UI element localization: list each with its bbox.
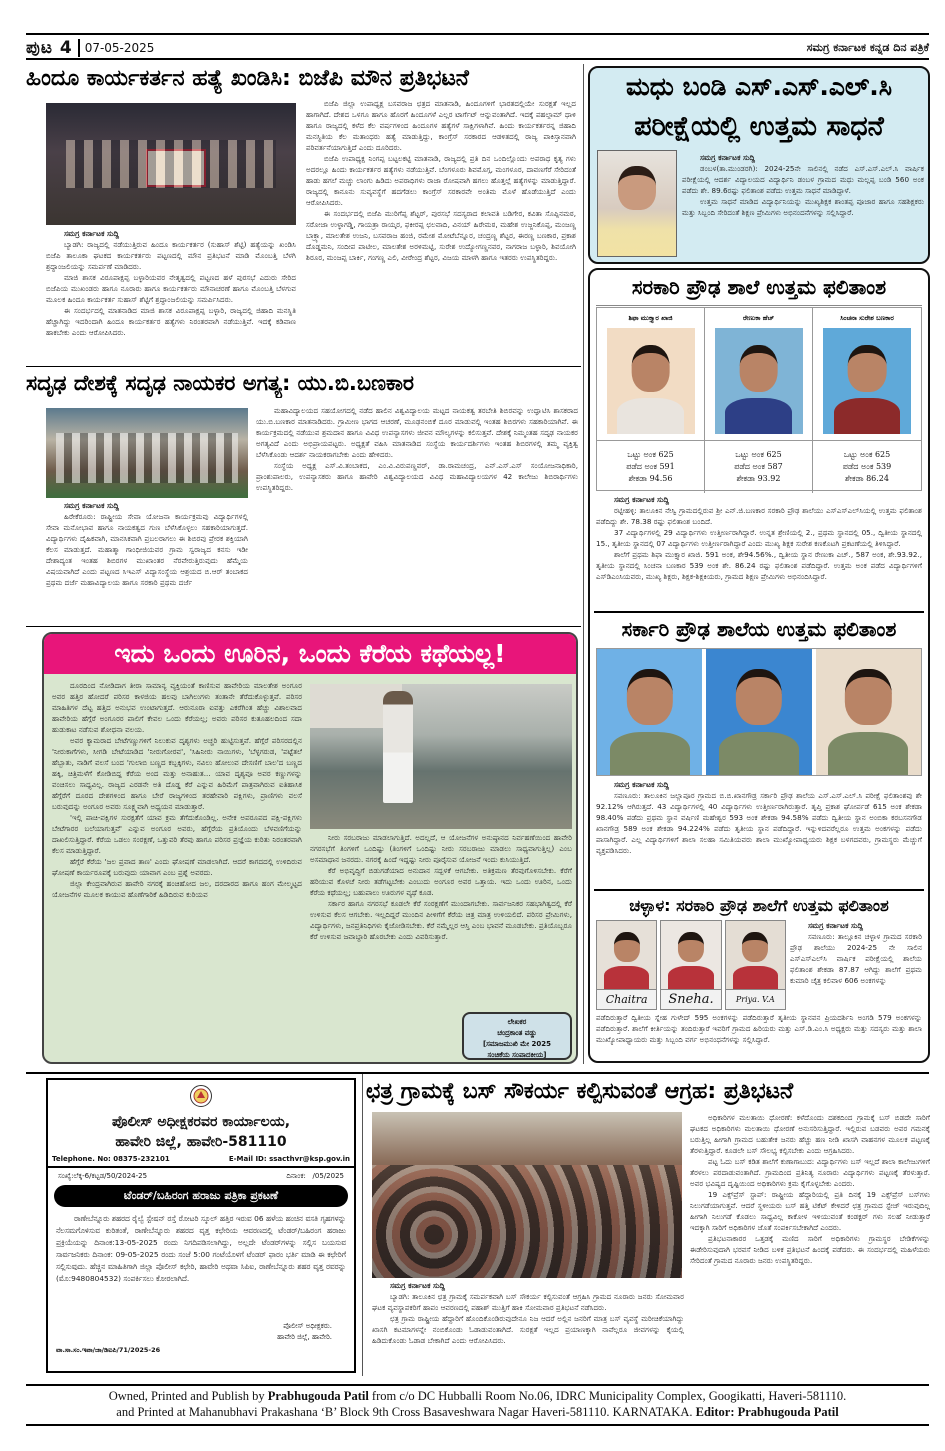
story3-para: ದೂರದಿಂದ ನೋಡಿದಾಗ ತೀರಾ ಸಾಮಾನ್ಯ ವ್ಯಕ್ತಿಯಂತೆ ಕಾಣಿಸುವ ಹಾವೇರಿಯ ಮಾಲತೇಶ ಅಂಗೂರ ಅವರ ಹತ್ತಿರ ಹೋದರೆ ಪರಿಸರ ಕಾಳಜಿಯ ಹಲವು ಬಾಗಿಲುಗಳು ತಂತಾನೇ ತೆರೆದುಕೊಳ್ಳುತ್ತವೆ. ಪರಿಸರ ಮಾಹಿತಿಗಳ ದೆಟ್ಟ ಹತ್ತಿದ ಅನುಭವ ಉಂಟಾಗುತ್ತದೆ. ಆರುನೂರಾ ಐವತ್ತು ಎಕರೆಗಿಂತ ಹೆಚ್ಚು ವಿಶಾಲವಾದ ಹಾವೇರಿಯ ಹೆಗ್ಗೆರೆ ಅಂಗೂರರ ಪಾಲಿಗೆ ಕೇವಲ ಒಂದು ಕೆರೆಯಲ್ಲ; ಅವರು ಪರಿಸರ ಕುತೂಹಲದಿಂದ ಸದಾ ಹುಡುಕಾಟ ನಡೆಸುವ ಶೋಧನಾ ವಲಯ. [52,681,302,734]
total-marks: ಒಟ್ಟು ಅಂಕ 625 [843,450,891,459]
masthead-bottom-rule [26,58,929,60]
publisher-name: Prabhugouda Patil [267,1389,369,1403]
signature-line2: ಹಾವೇರಿ ಜಿಲ್ಲೆ, ಹಾವೇರಿ. [277,1333,332,1341]
story3-para: ಹೆಗ್ಗೆರೆ ಕೆರೆಯ 'ಜಲ ಪ್ರವಾದ ತಾಣ' ಎಂದು ಘೋಷಣೆ ಮಾಡಲಾಗಿದೆ. ಆದರೆ ಕಾಗದದಲ್ಲಿ ಉಳಿದಿರುವ ಘೋಷಣೆ ಕಾರ್ಯರೂಪಕ್ಕೆ ಬರುವುದು ಯಾವಾಗ ಎಂಬ ಪ್ರಶ್ನೆ ಅವರದು. [52,857,302,877]
student-signature: Chaitra [597,989,656,1009]
right3-byline: ಸಮಗ್ರ ಕರ್ನಾಟಕ ಸುದ್ದಿ [614,780,669,789]
section-rule [594,611,924,613]
right1-headline-line2: ಪರೀಕ್ಷೆಯಲ್ಲಿ ಉತ್ತಮ ಸಾಧನೆ [634,111,884,142]
author-source-line1: [ಸಮಾಜಮುಖಿ ಮೇ 2025 [482,1040,552,1048]
story1-photo [46,103,296,225]
right1-body [682,152,924,260]
story1-para: ಬಿಜೆಪಿ ಜಿಲ್ಲಾ ಉಪಾಧ್ಯಕ್ಷ ಬಸವರಾಜ ಛತ್ರದ ಮಾತನಾಡಿ, ಹಿಂದೂಗಳಿಗೆ ಭಾರತದಲ್ಲಿಯೇ ಸುರಕ್ಷತೆ ಇಲ್ಲದ ಹಾಗಾಗಿದೆ. ದೇಶದ ಒಳಗೂ ಹಾಗೂ ಹೊರಗೆ ಹಿಂದೂಗಳೆ ಎಲ್ಲರ ಟಾರ್ಗೆಟ್ ಆನ್ನುವಂತಾಗಿದೆ. ಇದಕ್ಕೆ ಪಹಲ್ಗಾಮ್ ಧಾಳಿ ಹಾಗೂ ರಾಜ್ಯದಲ್ಲಿ ಕಳೆದ ಕೆಲ ವರ್ಷಗಳಿಂದ ಹಿಂದೂಗಳ ಹತ್ಯೆಗಳೆ ಸಾಕ್ಷಿಗಳಾಗಿವೆ. ಹಿಂದು ಕಾರ್ಯಕರ್ತರನ್ನ ಜಿಹಾದಿ ಮನಸ್ಥಿತಿಯ ಕೆಲ ಮತಾಂಧರು ಹತ್ಯೆ ಮಾಡುತ್ತಿದ್ದು, ಕಾಂಗ್ರೆಸ್ ಸರಕಾರದ ಆಡಳಿತದಲ್ಲಿ ರಾಜ್ಯ ಪಾಕಿಸ್ತಾನವಾಗಿ ಪರಿವರ್ತನೆಯಾಗುತ್ತಿದೆ ಎಂದು ದೂರಿದರು. [306,99,576,152]
right4-para: ಪಡೆದಿರುತ್ತಾರೆ ದ್ವಿತೀಯ ಸ್ನೇಹ ಗುಳೇದ್ 595 ಅಂಕಗಳನ್ನು ಪಡೆದಿರುತ್ತಾರೆ ತೃತೀಯ ಸ್ಥಾನವನ ಪ್ರಿಯದರ್ಶಿನಿ ಅಂಗಡಿ 579 ಅಂಕಗಳನ್ನು ಪಡೆದಿರುತ್ತಾರೆ. ಶಾಲೆಗೆ ಕೀರ್ತಿಯನ್ನು ತಂದಿರುತ್ತಾರೆ ಇವರಿಗೆ ಗ್ರಾಮದ ಹಿರಿಯರು ಮತ್ತು ಎಸ್.ಡಿ.ಎಂ.ಸಿ ಅಧ್ಯಕ್ಷರು ಮತ್ತು ಸದಸ್ಯರು ಮತ್ತು ಶಾಲಾ ಮುಖ್ಯೋಪಾಧ್ಯಾಯರು ಮತ್ತು ಸಿಬ್ಬಂದಿ ವರ್ಗ ಅಭಿನಂಧನೆಗಳನ್ನು ಸಲ್ಲಿಸಿದ್ದಾರೆ. [596,1013,922,1044]
story3-para: ಅವರ ಕ್ಯಾಮರಾದ ಬೇಟೆಗಣ್ಣುಗಳಿಗೆ ನಿಲುಕುವ ದೃಶ್ಯಗಳು ಅಚ್ಚರಿ ಹುಟ್ಟಿಸುತ್ತವೆ. ಹೆಗ್ಗೆರೆ ಪರಿಸರದಲ್ಲಿನ 'ನೀರುಕಾಗೆಗಳು, ಸೀಗಡಿ ಬೇಟೆಯಾಡಿದ 'ನೀರುಗೋರವ', 'ಸಿಹಿನೀರು ನಾಯಿಗಳು, 'ಬೆಳ್ಳಗರುಡ, 'ಪಟ್ಟೆತಲೆ ಹೆಬ್ಬಾತು, ನಾಡಿಗೆ ವಲಸೆ ಬಂದ 'ಗುಲಾಬಿ ಬಣ್ಣದ ಕಬ್ಬಕ್ಕಿಗಳು, ನವಿಲು ಹೋಲುವ ದೇಸಣಿಗೆ ಬಾಲ'ದ ಬಣ್ಣದ ಹಕ್ಕಿ, ಚಿತ್ರಿಮಳೆಗೆ ಕೋಡಿಬಿದ್ದ ಕೆರೆಯ ಅಂದ ಮತ್ತು ಅನಾಹುತ... ಯಾವ ದೃಶ್ಯವೂ ಅವರ ಕಣ್ಣುಗಳನ್ನು ವಂಚಿಸಲು ಸಾಧ್ಯವಿಲ್ಲ. ರಾಜ್ಯದ ಎರಡನೇ ಅತಿ ದೊಡ್ಡ ಕೆರೆ ಎನ್ನುವ ಹಿರಿಮೆಗೆ ಪಾತ್ರವಾಗಿರುವ ಐತಿಹಾಸಿಕ ಹೆಗ್ಗೆರೆಗೆ ದೂರದ ದೇಶಗಳಿಂದ ಹಾಗೂ ಬೇರೆ ರಾಜ್ಯಗಳಿಂದ ತರಹೇವಾರಿ ಪಕ್ಷಿಗಳು, ಪ್ರಾಣಿಗಳು ವಲಸೆ ಬರುವುದನ್ನು ಅಂಗೂರ ಅವರು ಸೂಕ್ಷ್ಮವಾಗಿ ಅಧ್ಯಯನ ಮಾಡುತ್ತಾರೆ. [52,736,302,811]
right2-para: ರಟ್ಟೀಹಳ್ಳಿ: ತಾಲೂಕಿನ ನೇಸ್ವಿ ಗ್ರಾಮದಲ್ಲಿರುವ ಶ್ರೀ ಎನ್.ಜಿ.ಬಣಕಾರ ಸರಕಾರಿ ಪ್ರೌಢ ಶಾಲೆಯು ಎಸ್‌ಎಸ್‌ಎಲ್‌ಸಿಯಲ್ಲಿ ಉತ್ತಮ ಫಲಿತಾಂಶ ಪಡೆದಿದ್ದು ಶೇ. 78.38 ರಷ್ಟು ಫಲಿತಾಂಶ ಬಂದಿದೆ. [596,506,922,526]
percentage: ಶೇಕಡಾ 94.56 [628,474,673,483]
notice-email: E-Mail ID: ssacthvr@ksp.gov.in [228,1155,350,1163]
imprint-line2 [26,1404,929,1420]
right4-body [596,1012,922,1058]
right3-photos [596,648,922,776]
story1-para: ಬ್ಯಾಡಗಿ: ರಾಜ್ಯದಲ್ಲಿ ನಡೆಯುತ್ತಿರುವ ಹಿಂದೂ ಕಾರ್ಯಕರ್ತರ (ಸುಹಾಸ್ ಶೆಟ್ಟಿ) ಹತ್ಯೆಯನ್ನು ಖಂಡಿಸಿ ಬಿಜೆಪಿ ತಾಲೂಕಾ ಘಟಕದ ಕಾರ್ಯಕರ್ತರು ಪಟ್ಟಣದಲ್ಲಿ ಮೌನ ಪ್ರತಿಭಟನೆ ಮಾಡಿ ಮೊಂಬತ್ತಿ ಬೆಳಗಿ ಶ್ರದ್ಧಾಂಜಲಿಯನ್ನು ಸಮರ್ಪಣೆ ಮಾಡಿದರು. [46,240,296,271]
student-photo [816,649,921,775]
scored-marks: ಪಡೆದ ಅಂಕ 591 [626,462,675,471]
page-number: ಪುಟ 4 [26,38,73,58]
police-tender-notice [46,1078,356,1373]
karnataka-police-emblem-icon [48,1084,354,1112]
column-divider [362,1074,363,1376]
student-photo [607,328,695,434]
right4-headline: ಚಳ್ಳಾಳ: ಸರಕಾರಿ ಪ್ರೌಢ ಶಾಲೆಗೆ ಉತ್ತಮ ಫಲಿತಾಂಶ [629,896,889,915]
story4-para: 19 ಎಕ್ಸ್‌ಪ್ರೆಸ್ ಸ್ಟಾಪ್: ರಾಷ್ಟ್ರೀಯ ಹೆದ್ದಾರಿಯಲ್ಲಿ ಪ್ರತಿ ದಿನಕ್ಕೆ 19 ಎಕ್ಸ್‌ಪ್ರೆಸ್ ಬಸ್‌ಗಳು ನಿಲುಗಡೆಯಾಗುತ್ತವೆ. ಆದರೆ ಸ್ಥಳೀಯರು ಬಸ್ ಹತ್ತಿ ಟಿಕೆಟ್ ಕೇಳಿದರೆ ಛತ್ರ ಗ್ರಾಮದ ಸ್ಟೇಜ್ ಇರುವುದಿಲ್ಲ ಹೀಗಾಗಿ ನಿಲುಗಡೆ ಕೊಡಲು ಸಾಧ್ಯವಿಲ್ಲ ಕಾಕೋಳ ಇಳಿಯುವಂತೆ ಕಂಡಕ್ಟರ್ ಗಳು ಸಲಹೆ ನೀಡುತ್ತಾರೆ ಇದಕ್ಕಾಗಿ ಸಾರಿಗೆ ಅಧಿಕಾರಿಗಳ ಜೊತೆ ಸಂಪರ್ಕಿಸಬೇಕಾಗಿದೆ ಎಂದರು. [690,1190,930,1232]
imprint-line1 [26,1388,929,1404]
story4-photo [372,1112,682,1278]
author-box [462,1012,572,1060]
top-rule [26,33,929,35]
student-signature: Priya. V.A [726,989,785,1009]
story3-photo [310,684,572,829]
student-photo [715,328,803,434]
right2-body [596,494,922,606]
story3-para: ಜಿಲ್ಲಾ ಕೇಂದ್ರವಾಗಿರುವ ಹಾವೇರಿ ನಗರಕ್ಕೆ ಹಂಚಿಹೋದ ಜಲ, ದರದಾರದ ಹಾಗೂ ಹಂಗ ಮೇಲ್ಮಟ್ಟದ ಯೋಜನೆಗಳ ಮೂಲಕ ಕಾಯುವ ಹೊಣೆಗಾರಿಕೆ ಹಿಡಿದಿರುವ ಕುರಿಯವ [52,879,302,899]
story2-col1 [46,500,248,624]
section-rule [26,1072,929,1074]
story2-byline: ಸಮಗ್ರ ಕರ್ನಾಟಕ ಸುದ್ದಿ [64,501,119,510]
right3-para: ಸವಣೂರು: ತಾಲೂಕಿನ ಜಲ್ಲಾಪೂರ ಗ್ರಾಮದ ಬಿ.ಬಿ.ಖಾನಗೌಡ್ರ ಸರ್ಕಾರಿ ಪ್ರೌಢ ಶಾಲೆಯ ಎಸ್.ಎಸ್.ಎಲ್.ಸಿ ಪರೀಕ್ಷೆ ಫಲಿತಾಂಶವು ಶೇ 92.12% ಆಗಿರುತ್ತದೆ. 43 ವಿದ್ಯಾರ್ಥಿಗಳಲ್ಲಿ 40 ವಿದ್ಯಾರ್ಥಿಗಳು ಉತ್ತೀರ್ಣರಾಗಿರುತ್ತಾರೆ. ತೃಪ್ತಿ ಪ್ರಕಾಶ ಘೋರ್ಪಡೆ 615 ಅಂಕ ಶೇಕಡಾ 98.40% ಪಡೆದು ಪ್ರಥಮ ಸ್ಥಾನ ವರ್ಷಿಣಿ ಮಹೇಶ್ವರ 593 ಅಂಕ ಶೇಕಡಾ 94.58% ಪಡೆದು ದ್ವಿತೀಯ ಸ್ಥಾನ ಅಂಬಿಕಾ ಕರಬಸನಗೌಡ ಖಾನಗೌಡ್ರ 589 ಅಂಕ ಶೇಕಡಾ 94.224% ಪಡೆದು ತೃತೀಯ ಸ್ಥಾನ ಪಡೆದಿದ್ದಾರೆ. ಇನ್ನುಳಿದವರೆಲ್ಲರೂ ಉತ್ತಮ ಅಂಕಗಳನ್ನು ಪಡೆದು ಪಾಸಾಗಿದ್ದಾರೆ. ಎಲ್ಲ ವಿದ್ಯಾರ್ಥಿಗಳಿಗೆ ಶಾಲಾ ಸಲಹಾ ಸಮಿತಿಯವರು ಶಾಲಾ ಮುಖ್ಯೋಪಾಧ್ಯಯರು ಶಿಕ್ಷಕ ಬಳಗದವರು, ಗ್ರಾಮಸ್ಥರು ಮೆಚ್ಚುಗೆ ವ್ಯಕ್ತಪಡಿಸಿದರು. [596,791,922,855]
author-name: ಚಂದ್ರಕಾಂತ ವಡ್ಡು [497,1029,537,1037]
student-photo [661,921,720,989]
student-photo [726,921,785,989]
story4-col1 [372,1280,684,1375]
student-card [596,920,657,1010]
student-card [813,308,921,493]
student-card [705,308,813,493]
student-photo [597,921,656,989]
story4-para: ಬ್ಯಾಡಗಿ: ತಾಲೂಕಿನ ಛತ್ರ ಗ್ರಾಮಕ್ಕೆ ಸಮರ್ಪಕವಾಗಿ ಬಸ್ ಸೌಕರ್ಯ ಕಲ್ಪಿಸುವಂತೆ ಆಗ್ರಹಿಸಿ ಗ್ರಾಮದ ನೂರಾರು ಜನರು ಸೋಮವಾರ ಘಟಕ ವ್ಯವಸ್ಥಾಪಕರಿಗೆ ಹಾಪಂ ಆವರಣದಲ್ಲಿ ಪಹಾಶ್ ಮುತ್ತಿಗೆ ಹಾಕಿ ಸೋಮವಾರ ಪ್ರತಿಭಟನೆ ನಡೆಸಿದರು. [372,1292,684,1312]
right4-photos [596,920,786,1010]
story2-photo [46,408,248,498]
story1-col2 [306,98,576,363]
section-rule [596,305,922,306]
notice-date-value: /05/2025 [312,1172,344,1180]
footer-bottom-rule [26,1424,929,1426]
section-rule [594,889,924,891]
notice-title-line2: ಹಾವೇರಿ ಜಿಲ್ಲೆ, ಹಾವೇರಿ-581110 [115,1134,287,1150]
story3-para: ಕೆರೆ ಅಭಿವೃದ್ಧಿಗೆ ಬಿಡುಗಡೆಯಾದ ಅನುದಾನ ಸದ್ಬಳಕೆ ಆಗಬೇಕು. ಅತಿಕ್ರಮಣ ತೆರವುಗೊಳಿಸಬೇಕು. ಕೆರೆಗೆ ಹರಿಯುವ ಕೊಳಚೆ ನೀರು ತಡೆಗಟ್ಟಬೇಕು ಎಂಬುದು ಅಂಗೂರ ಅವರ ಒತ್ತಾಯ. ಇದು ಒಂದು ಊರಿನ, ಒಂದು ಕೆರೆಯ ಕಥೆಯಲ್ಲ; ಬಹುಪಾಲು ಊರುಗಳ ವ್ಯಥೆ ಕೂಡ. [310,866,572,897]
story1-para: ಈ ಸಂದರ್ಭದಲ್ಲಿ ಮಾತನಾಡಿದ ಮಾಜಿ ಶಾಸಕ ವಿರೂಪಾಕ್ಷಪ್ಪ ಬಳ್ಳಾರಿ, ರಾಜ್ಯದಲ್ಲಿ ಜಿಹಾದಿ ಮನಸ್ಥಿತಿ ಹೆಚ್ಚಾಗಿದ್ದು ಇದರಿಂದಾಗಿ ಹಿಂದೂ ಕಾರ್ಯಕರ್ತರ ಹತ್ಯೆಗಳು ನಿರಂತರವಾಗಿ ನಡೆಯುತ್ತಿವೆ. ಇದಕ್ಕೆ ಕಡಿವಾಣ ಹಾಕಬೇಕು ಎಂದು ಆರೋಪಿಸಿದರು. [46,306,296,337]
story1-headline: ಹಿಂದೂ ಕಾರ್ಯಕರ್ತನ ಹತ್ಯೆ ಖಂಡಿಸಿ: ಬಿಜೆಪಿ ಮೌನ ಪ್ರತಿಭಟನೆ [26,66,469,91]
student-name: ಸಿಂಚನಾ ಸುರೇಶ ಬಣಕಾರ [840,314,894,322]
story3-para: ಸರ್ಕಾರ ಹಾಗೂ ನಗರಸಭೆ ಕೂಡಲೇ ಕೆರೆ ಸಂರಕ್ಷಣೆಗೆ ಮುಂದಾಗಬೇಕು. ಸಾರ್ವಜನಿಕರ ಸಹಭಾಗಿತ್ವದಲ್ಲಿ ಕೆರೆ ಉಳಿಸುವ ಕೆಲಸ ಆಗಬೇಕು. ಇಲ್ಲದಿದ್ದರೆ ಮುಂದಿನ ಪೀಳಿಗೆಗೆ ಕೆರೆಯ ಚಿತ್ರ ಮಾತ್ರ ಉಳಿಯಲಿದೆ. ಪರಿಸರ ಪ್ರೇಮಿಗಳು, ವಿದ್ಯಾರ್ಥಿಗಳು, ಜನಪ್ರತಿನಿಧಿಗಳು ಕೈಜೋಡಿಸಬೇಕು. ಕೆರೆ ನಮ್ಮೆಲ್ಲರ ಆಸ್ತಿ ಎಂಬ ಭಾವನೆ ಮೂಡಬೇಕು. ಪ್ರತಿಯೊಬ್ಬರೂ ಕೆರೆ ಉಳಿಸುವ ಜವಾಬ್ದಾರಿ ಹೊರಬೇಕು ಎಂದು ವಿವರಿಸುತ್ತಾರೆ. [310,899,572,941]
student-photo [823,328,911,434]
student-photo [597,649,702,775]
total-marks: ಒಟ್ಟು ಅಂಕ 625 [627,450,674,459]
right1-para: ಉತ್ತಮ ಸಾಧನೆ ಮಾಡಿದ ವಿದ್ಯಾರ್ಥಿನಿಯನ್ನು ಮುಖ್ಯಶಿಕ್ಷಕ ಶಾಂತಪ್ಪ ಪೂಜಾರ ಹಾಗೂ ಸಹಶಿಕ್ಷಕರು ಮತ್ತು ಸಿಬ್ಬಂದಿ ಸೇರಿದಂತೆ ಶಿಕ್ಷಣ ಪ್ರೇಮಿಗಳು ಅಭಿನಂದನೆಗಳನ್ನು ಸಲ್ಲಿಸಿದ್ದಾರೆ. [682,197,924,217]
notice-telephone: Telephone. No: 08375-232101 [52,1155,170,1163]
story4-para: ಪಟ್ಟ ಓದು ಬಸ್ ಕಡಿತ ಶಾಲೆಗೆ ಕುಣಾಗಾಬುದ: ವಿದ್ಯಾರ್ಥಿಗಳು ಬಸ್ ಇಲ್ಲದೆ ಶಾಲಾ ಕಾಲೇಜುಗಳಿಗೆ ತೆರಳಲು ಪರದಾಡುವಂತಾಗಿದೆ. ಗ್ರಾಮದಿಂದ ಪ್ರತಿನಿತ್ಯ ನೂರಾರು ವಿದ್ಯಾರ್ಥಿಗಳು ಪಟ್ಟಣಕ್ಕೆ ತೆರಳುತ್ತಾರೆ. ಅವರ ಭವಿಷ್ಯದ ದೃಷ್ಟಿಯಿಂದ ಅಧಿಕಾರಿಗಳು ಕ್ರಮ ಕೈಗೊಳ್ಳಬೇಕು ಎಂದರು. [690,1157,930,1188]
notice-footer-ref: ವಾ.ಸಾ.ಸಂ.ಇಪಾ/ಜಾ/ಡಿಐಪಿ/71/2025-26 [56,1346,161,1354]
story2-para: ಹಿರೇಕೆರೂರು: ರಾಷ್ಟ್ರೀಯ ಸೇವಾ ಯೋಜನಾ ಕಾರ್ಯಕ್ರಮವು ವಿದ್ಯಾರ್ಥಿಗಳಲ್ಲಿ ಸೇವಾ ಮನೋಭಾವ ಹಾಗೂ ನಾಯಕತ್ವದ ಗುಣ ಬೆಳೆಸಿಕೊಳ್ಳಲು ಸಹಕಾರಿಯಾಗುತ್ತದೆ. ವಿದ್ಯಾರ್ಥಿಗಳು ದೈಹಿಕವಾಗಿ, ಮಾನಸಿಕವಾಗಿ ಪ್ರಬಲರಾಗಲು ಈ ಶಿಬಿರವು ಪ್ರೇರಕ ಶಕ್ತಿಯಾಗಿ ಕೆಲಸ ಮಾಡುತ್ತದೆ. ಮಹಾತ್ಮಾ ಗಾಂಧೀಜಿಯವರ ಗ್ರಾಮ ಸ್ವರಾಜ್ಯದ ಕನಸು ಇಡೀ ದೇಶಾದ್ಯಂತ ಇಂತಹ ಶಿಬಿರಗಳ ಮುಖಾಂತರ ನೆರವೇರುತ್ತಿರುವುದು ಹೆಮ್ಮೆಯ ವಿಷಯವಾಗಿದೆ ಎಂದು ಪಟ್ಟಣದ ಸಿಇಎಸ್ ವಿದ್ಯಾಸಂಸ್ಥೆಯ ಆಶ್ರಯದ ಬಿ.ಆರ್ ತಂಬಾಕದ ಪ್ರಥಮ ದರ್ಜೆ ಮಹಾವಿದ್ಯಾಲಯ ಹಾಗೂ ಸರಕಾರಿ ಪ್ರಥಮ ದರ್ಜೆ [46,512,248,587]
student-photo [706,649,811,775]
story4-byline: ಸಮಗ್ರ ಕರ್ನಾಟಕ ಸುದ್ದಿ [390,1281,445,1290]
right3-headline: ಸರ್ಕಾರಿ ಪ್ರೌಢ ಶಾಲೆಯ ಉತ್ತಮ ಫಲಿತಾಂಶ [621,617,897,641]
student-card [660,920,721,1010]
right3-body [596,779,922,879]
imprint-address: from c/o DC Hubballi Room No.06, IDRC Municipality Complex, Googikatti, Haveri-581110. [368,1389,847,1403]
percentage: ಶೇಕಡಾ 86.24 [845,474,889,483]
scored-marks: ಪಡೆದ ಅಂಕ 539 [842,462,892,471]
story1-para: ಮಾಜಿ ಶಾಸಕ ವಿರೂಪಾಕ್ಷಪ್ಪ ಬಳ್ಳಾರಿಯವರ ನೇತೃತ್ವದಲ್ಲಿ ಪಟ್ಟಣದ ಹಳೆ ಪುರಸಭೆ ಎದುರು ಸೇರಿದ ಬಿಜೆಪಿಯ ಮುಖಂಡರು ಹಾಗೂ ನೂರಾರು ಹಾಗೂ ಕಾರ್ಯಕರ್ತರು ಮೌನಾಚರಣೆ ಹಾಗೂ ಮೊಂಬತ್ತಿ ಬೆಳಗುವ ಮೂಲಕ ಹಿಂದೂ ಕಾರ್ಯಕರ್ತ ಸುಹಾಸ್ ಶೆಟ್ಟಿಗೆ ಶ್ರದ್ಧಾಂಜಲಿಯನ್ನು ಸಮರ್ಪಿಸಿದರು. [46,273,296,304]
score-table [596,307,922,491]
story1-byline: ಸಮಗ್ರ ಕರ್ನಾಟಕ ಸುದ್ದಿ [64,229,119,238]
section-rule [26,366,581,367]
story3-para: ನೀರು ಸರಬರಾಜು ಮಾಡಲಾಗುತ್ತಿದೆ. ಅದಲ್ಲದೆ, ಆ ಯೋಜನೆಗಳ ಅನುಷ್ಠಾನದ ನಿರ್ವಹಣೆಯಿಂದ ಹಾವೇರಿ ನಗರಸಭೆಗೆ ತಿಂಗಳಿಗೆ ಒಂದಿಷ್ಟು (ತಿಂಗಳಿಗೆ ಒಂದಿಷ್ಟು ನೀರು ಸರಬರಾಜು ಮಾಡಲು ಸಾಧ್ಯವಾಗುತ್ತಿಲ್ಲ) ಎಂಬ ಅಸಮಾಧಾನ ಜನರದು. ನಗರಕ್ಕೆ ಹಿಂದೆ ಇದ್ದಷ್ಟು ನೀರು ಪೂರೈಸುವ ಯೋಜನೆ ಇಂದು ಕುಸಿಯುತ್ತಿದೆ. [310,833,572,864]
masthead [26,38,929,58]
story2-col2 [256,405,578,623]
footer-top-rule [26,1384,929,1386]
right4-side-body [790,920,922,1012]
story3-para: 'ಇಲ್ಲಿ ಪಾಚಿ-ಪಕ್ಷಿಗಳ ಸುರಕ್ಷತೆಗೆ ಯಾವ ಕ್ರಮ ತೆಗೆದುಕೊಂಡಿಲ್ಲ. ಅನೇಕ ಅಪರೂಪದ ಪಕ್ಷಿ-ಪಕ್ಷಿಗಳು ಬೇಟೆಗಾರರ ಬಲೆಯಾಗುತ್ತವೆ' ಎನ್ನುವ ಅಂಗೂರ ಅವರು, ಹೆಗ್ಗೆರೆಯ ಪ್ರತಿಯೊಂದು ಬೆಳವಣಿಗೆಯನ್ನು ದಾಖಲಿಸುತ್ತಿದ್ದಾರೆ. ಕೆರೆಯ ಒಡಲು ಸಂರಕ್ಷಣೆ, ಒತ್ತುವರಿ ತೆರವು ಹಾಗೂ ಪರಿಸರ ಪ್ರಜ್ಞೆಯ ಕುರಿತು ನಿರಂತರವಾಗಿ ಕೆಲಸ ಮಾಡುತ್ತಿದ್ದಾರೆ. [52,813,302,855]
right2-para: 37 ವಿದ್ಯಾರ್ಥಿಗಳಲ್ಲಿ 29 ವಿದ್ಯಾರ್ಥಿಗಳು ಉತ್ತೀರ್ಣರಾಗಿದ್ದಾರೆ. ಉನ್ನತ ಶ್ರೇಣಿಯಲ್ಲಿ 2., ಪ್ರಥಮ ಸ್ಥಾನದಲ್ಲಿ 05., ದ್ವಿತೀಯ ಸ್ಥಾನದಲ್ಲಿ 15., ತೃತೀಯ ಸ್ಥಾನದಲ್ಲಿ 07 ವಿದ್ಯಾರ್ಥಿಗಳು ಉತ್ತೀರ್ಣರಾಗಿದ್ದಾರೆ ಎಂದು ಮುಖ್ಯ ಶಿಕ್ಷಕ ಸುರೇಶ ಕಣಕೊಟಗಿ ಪ್ರಕಟಣೆಯಲ್ಲಿ ತಿಳಿಸಿದ್ದಾರೆ. [596,528,922,548]
student-card [725,920,786,1010]
student-name: ಶಿಫಾ ಮುಕ್ತ್ಯಾರ ಖಾಜಿ [628,314,673,322]
newspaper-tagline: ಸಮಗ್ರ ಕರ್ನಾಟಕ ಕನ್ನಡ ದಿನ ಪತ್ರಿಕೆ [806,41,929,54]
notice-contact-row [48,1152,354,1168]
notice-title-line1: ಪೊಲೀಸ್ ಅಧೀಕ್ಷಕರವರ ಕಾರ್ಯಾಲಯ, [111,1114,291,1130]
signature-line1: ಪೊಲೀಸ್ ಅಧೀಕ್ಷಕರು. [283,1322,332,1330]
percentage: ಶೇಕಡಾ 93.92 [736,474,781,483]
story4-headline: ಛತ್ರ ಗ್ರಾಮಕ್ಕೆ ಬಸ್ ಸೌಕರ್ಯ ಕಲ್ಪಿಸುವಂತೆ ಆಗ್ರಹ: ಪ್ರತಿಭಟನೆ [366,1079,794,1104]
editor-name: Editor: Prabhugouda Patil [695,1405,839,1419]
student-signature: Sneha. [661,989,720,1009]
notice-signature [48,1321,354,1343]
right1-byline: ಸಮಗ್ರ ಕರ್ನಾಟಕ ಸುದ್ದಿ [700,153,755,162]
right4-byline: ಸಮಗ್ರ ಕರ್ನಾಟಕ ಸುದ್ದಿ [808,921,863,930]
author-label: ಲೇಖಕರ [507,1018,527,1026]
notice-ref-row [48,1168,354,1185]
right1-headline-line1: ಮಧು ಬಂಡಿ ಎಸ್.ಎಸ್.ಎಲ್.ಸಿ [626,72,892,101]
right2-para: ಶಾಲೆಗೆ ಪ್ರಥಮ ಶಿಫಾ ಮುಕ್ತ್ಯಾರ ಖಾಜಿ. 591 ಅಂಕ, ಶೇ94.56%., ದ್ವಿತೀಯ ಸ್ಥಾನ ರೇಣುಕಾ ಎಚ್., 587 ಅಂಕ, ಶೇ.93.92., ತೃತೀಯ ಸ್ಥಾನದಲ್ಲಿ ಸಿಂಚನಾ ಬಣಕಾರ 539 ಅಂಕ ಶೇ. 86.24 ರಷ್ಟು ಫಲಿತಾಂಶ ಪಡೆದಿದ್ದಾರೆ. ಉತ್ತಮ ಅಂಕ ಪಡೆದ ವಿದ್ಯಾರ್ಥಿಗಳಿಗೆ ಎಸ್‌ಡಿಎಂಸಿಯವರು, ಮುಖ್ಯ ಶಿಕ್ಷರು, ಶಿಕ್ಷಕ-ಶಿಕ್ಷಕಿಯರು, ಗ್ರಾಮದ ಶಿಕ್ಷಣ ಪ್ರೇಮಿಗಳು ಅಭಿನಂದಿಸಿದ್ದಾರೆ. [596,550,922,581]
right2-headline: ಸರಕಾರಿ ಪ್ರೌಢ ಶಾಲೆ ಉತ್ತಮ ಫಲಿತಾಂಶ [631,275,887,299]
notice-para: ರಾಣೇಬೆನ್ನೂರು ಶಹರದ ರೈಲ್ವೆ ಸ್ಟೇಷನ್ ರಸ್ತೆ ರೋಟರಿ ಸ್ಕೂಲ್ ಹತ್ತಿರ ಇರುವ 06 ಹಳೆಯ ಹಂಚಿನ ವಸತಿ ಗೃಹಗಳನ್ನು ನೆಲಸಮಗೊಳಿಸುವ ಕುರಿತಂತೆ, ರಾಣೇಬೆನ್ನೂರು ಶಹರದ ವೃತ್ತ ಕಛೇರಿಯ ಆವರಣದಲ್ಲಿ ಟೆಂಡರ್/ಬಹಿರಂಗ ಹರಾಜು ಪ್ರಕ್ರಿಯೆಯನ್ನು ದಿನಾಂಕ:13-05-2025 ರಂದು ನಿಗದಿಪಡಿಸಲಾಗಿದ್ದು, ಅಲ್ಲದೇ ಟೆಂಡರ್‌ಗಳನ್ನು ಸಲ್ಲಿಸ ಬಯಸುವ ಸಾರ್ವಜನಿಕರು ದಿನಾಂಕ: 09-05-2025 ರಂದು ಸಂಜೆ 5:00 ಗಂಟೆಯೊಳಗೆ ಟೆಂಡರ್ ಫಾರಂ ಭರ್ತಿ ಮಾಡಿ ಈ ಕಛೇರಿಗೆ ಸಲ್ಲಿಸುವುದು. ಹೆಚ್ಚಿನ ಮಾಹಿತಿಗಾಗಿ ಜಿಲ್ಲಾ ಪೊಲೀಸ್ ಕಛೇರಿ, ಹಾವೇರಿ ಅಥವಾ ಸಿಪಿಐ, ರಾಣೇಬೆನ್ನೂರು ಶಹರ ವೃತ್ತ ರವರನ್ನು (ಮೊ:9480804532) ಸಂಪರ್ಕಿಸಲು ಕೋರಲಾಗಿದೆ. [56,1214,346,1283]
notice-ref-number: ಸಂಖ್ಯೆ:ಲೆಕ್ಕ-6/ಕಟ್ಟಡ/50/2024-25 [58,1172,148,1180]
right2-byline: ಸಮಗ್ರ ಕರ್ನಾಟಕ ಸುದ್ದಿ [614,495,669,504]
student-name: ರೇಣುಕಾ ಹೆಚ್ [742,314,775,322]
story3-col2 [310,832,572,1012]
right1-student-photo [597,150,677,257]
story4-para: ಪ್ರತಿಭಟನಾಕಾರರ ಒತ್ತಡಕ್ಕೆ ಮಣಿದ ಸಾರಿಗೆ ಅಧಿಕಾರಿಗಳು ಗ್ರಾಮಸ್ಥರ ಬೇಡಿಕೆಗಳನ್ನು ಈಡೇರಿಸುವುದಾಗಿ ಭರವಸೆ ನೀಡಿದ ಬಳಿಕ ಪ್ರತಿಭಟನೆ ಹಿಂದಕ್ಕೆ ಪಡೆದರು. ಈ ಸಂದರ್ಭದಲ್ಲಿ ಮಹಿಳೆಯರು ಸೇರಿದಂತೆ ಗ್ರಾಮದ ನೂರಾರು ಜನರು ಉಪಸ್ಥಿತರಿದ್ದರು. [690,1234,930,1265]
story2-headline: ಸದೃಢ ದೇಶಕ್ಕೆ ಸದೃಢ ನಾಯಕರ ಅಗತ್ಯ: ಯು.ಬಿ.ಬಣಕಾರ [26,371,414,395]
story2-para: ಸಂಸ್ಥೆಯ ಅಧ್ಯಕ್ಷ ಎಸ್.ವಿ.ತಂಬಾಕದ, ಎಂ.ವಿ.ವಿರುಪಣ್ಣವರ್, ಡಾ.ರಾಮಚಂದ್ರ, ಎನ್.ಎಸ್.ಎಸ್ ಸಂಯೋಜನಾಧಿಕಾರಿ, ಪ್ರಾಂಶುಪಾಲರು, ಉಪನ್ಯಾಸಕರು ಹಾಗೂ ಹಾವೇರಿ ವಿಶ್ವವಿದ್ಯಾಲಯದ ವಿವಿಧ ಮಹಾವಿದ್ಯಾಲಯಗಳ 42 ಕಾಲೇಜು ಶಿಬಿರಾರ್ಥಿಗಳು ಉಪಸ್ಥಿತರಿದ್ದರು. [256,461,578,492]
story2-para: ಮಹಾವಿದ್ಯಾಲಯದ ಸಹಯೋಗದಲ್ಲಿ ನಡೆದ ಹಾಲಿನ ವಿಶ್ವವಿದ್ಯಾಲಯ ಮಟ್ಟದ ನಾಯಕತ್ವ ತರಬೇತಿ ಶಿಬಿರವನ್ನು ಉದ್ಘಾಟಿಸಿ ಶಾಸಕರಾದ ಯು.ಬಿ.ಬಣಕಾರ ಮಾತನಾಡಿದರು. ಗ್ರಾಮೀಣ ಭಾಗದ ಆಚರಣೆ, ಮೂಢನಂಬಿಕೆ ದೂರ ಮಾಡುವಲ್ಲಿ ಇಂತಹ ಶಿಬಿರಗಳು ಸಹಕಾರಿಯಾಗಿವೆ. ಈ ಕಾರ್ಯಕ್ರಮದಲ್ಲಿ ನಡೆಯುವ ಶ್ರಮದಾನ ಹಾಗೂ ವಿವಿಧ ಉಪನ್ಯಾಸಗಳು ಜೀವನ ಮೌಲ್ಯಗಳನ್ನು ಕಲಿಸುತ್ತವೆ. ದೇಶಕ್ಕೆ ನಿಮ್ಮಂತಹ ಸದೃಢ ನಾಯಕರ ಅಗತ್ಯವಿದೆ ಎಂದು ಅಭಿಪ್ರಾಯಪಟ್ಟರು. ಅಧ್ಯಕ್ಷತೆ ವಹಿಸಿ ಮಾತನಾಡಿದ ಸಂಸ್ಥೆಯ ಕಾರ್ಯದರ್ಶಿಗಳು ಇಂತಹ ಶಿಬಿರಗಳಲ್ಲಿ ತಮ್ಮ ವ್ಯಕ್ತಿತ್ವ ಬೆಳೆಸಿಕೊಂಡು ಆದರ್ಶ ನಾಯಕರಾಗಬೇಕು ಎಂದು ಹೇಳಿದರು. [256,406,578,459]
issue-date: 07-05-2025 [84,41,155,55]
notice-body [48,1207,354,1315]
story1-col1 [46,228,296,363]
masthead-divider [78,39,80,57]
student-card [597,308,705,493]
story1-para: ಬಿಜೆಪಿ ಉಪಾಧ್ಯಕ್ಷ ನಿಂಗಪ್ಪ ಬಟ್ಟಲಕಟ್ಟಿ ಮಾತನಾಡಿ, ರಾಜ್ಯದಲ್ಲಿ ಪ್ರತಿ ದಿನ ಒಂದಿಲ್ಲೊಂದು ಅಪರಾಧ ಕೃತ್ಯ ಗಳು ಅದರಲ್ಲೂ ಹಿಂದು ಕಾರ್ಯಕರ್ತರ ಹತ್ಯೆಗಳು ನಡೆಯುತ್ತಿವೆ. ಬೆಂಗಳೂರು ಶಿವಮೊಗ್ಗ, ಮಂಗಳೂರ, ದಾವಣಗೆರೆ ಸೇರಿದಂತೆ ಹಾಡು ಹಗಲೆ ಮಚ್ಚು ಲಾಂಗು ಹಿಡಿದು ಅಪರಾಧಿಗಳು ರಾಜಾ ರೋಷವಾಗಿ ಹಗಲು ಹೊತ್ತಲ್ಲೆ ಹತ್ಯೆಗಳನ್ನು ಮಾಡುತ್ತಿದ್ದಾರೆ. ರಾಜ್ಯದಲ್ಲಿ ಕಾನೂನು ಸುವ್ಯವಸ್ಥೆಗೆ ಹದಗೆಡಲು ಕಾಂಗ್ರೆಸ್ ಸರಕಾರವೇ ಅಂತಿಮ ಮೊಳೆ ಹೊಡೆಯುತ್ತಿದೆ ಎಂದು ಆರೋಪಿಸಿದರು. [306,154,576,207]
total-marks: ಒಟ್ಟು ಅಂಕ 625 [735,450,782,459]
story3-headline: ಇದು ಒಂದು ಊರಿನ, ಒಂದು ಕೆರೆಯ ಕಥೆಯಲ್ಲ! [44,634,576,674]
story4-col2 [690,1112,930,1375]
scored-marks: ಪಡೆದ ಅಂಕ 587 [734,462,783,471]
imprint-printer: and Printed at Mahanubhavi Prakashana ‘B’ Block 9th Cross Basaveshwara Nagar Haveri-581110. KARNATAKA. [116,1405,696,1419]
notice-date-label: ದಿನಾಂಕ: [286,1172,306,1180]
column-divider [583,64,584,1064]
story3-col1 [52,680,302,1060]
notice-pill-title: ಟೆಂಡರ್/ಬಹಿರಂಗ ಹರಾಜು ಪತ್ರಿಕಾ ಪ್ರಕಟಣೆ [54,1185,348,1207]
author-source-line2: ಸಂಚಿಕೆಯ ಸಂಪಾದಕೀಯ] [487,1051,547,1059]
right1-para: ಡಂಬಳ(ತಾ.ಮುಂಡರಗಿ): 2024-25ನೇ ಸಾಲಿನಲ್ಲಿ ನಡೆದ ಎಸ್.ಎಸ್.ಎಲ್.ಸಿ ವಾರ್ಷಿಕ ಪರೀಕ್ಷೆಯಲ್ಲಿ ಆದರ್ಶ ವಿದ್ಯಾಲಯದ ವಿದ್ಯಾರ್ಥಿನಿ ಡಂಬಳ ಗ್ರಾಮದ ಮಧು ಮಲ್ಲಪ್ಪ ಬಂಡಿ 560 ಅಂಕ ಪಡೆದು ಶೇ. 89.6ರಷ್ಟು ಫಲಿತಾಂಶ ಪಡೆದು ಉತ್ತಮ ಸಾಧನೆ ಮಾಡಿದ್ದಾಳೆ. [682,164,924,195]
right4-para: ಸವಣೂರು: ತಾಲ್ಲೂಕಿನ ಚಳ್ಳಾಳ ಗ್ರಾಮದ ಸರಕಾರಿ ಪ್ರೌಢ ಶಾಲೆಯು 2024-25 ನೇ ಸಾಲಿನ ಎಸ್‌ಎಸ್‌ಎಲ್‌ಸಿ ವಾರ್ಷಿಕ ಪರೀಕ್ಷೆಯಲ್ಲಿ ಶಾಲೆಯ ಫಲಿತಾಂಶ ಶೇಕಡಾ 87.87 ಆಗಿದ್ದು ಶಾಲೆಗೆ ಪ್ರಥಮ ಕುಮಾರಿ ಚೈತ್ರ ಕಲಿವಾಳ 606 ಅಂಕಗಳನ್ನು [790,932,922,985]
section-rule [26,626,581,627]
imprint-text: Owned, Printed and Publish by [108,1389,268,1403]
story4-para: ಛತ್ರ ಗ್ರಾಮ ರಾಷ್ಟ್ರೀಯ ಹೆದ್ದಾರಿಗೆ ಹೊಂದಿಕೊಂಡಿರುವುದೇನೂ ನಿಜ ಆದರೆ ಅಲ್ಲಿನ ಜನರಿಗೆ ಮಾತ್ರ ಬಸ್ ವ್ಯವಸ್ಥೆ ಮರೀಚಿಕೆಯಾಗಿದ್ದು ಖಾಸಗಿ ಕಟಮಾಗಳನ್ನೇ ನಂಬಿಕೊಂಡು ಓಡಾಡುವಂತಾಗಿದೆ. ಸುರಕ್ಷತೆ ಇಲ್ಲದ ಪ್ರಯಾಣಕ್ಕಾಗಿ ನಾವೆಲ್ಲರೂ ಜೀವಗಳನ್ನು ಕೈಯಲ್ಲಿ ಹಿಡಿದುಕೊಂಡು ಓಡಾಡ ಬೇಕಾಗಿದೆ ಎಂದು ಆರೋಪಿಸಿದರು. [372,1314,684,1345]
story1-para: ಈ ಸಂದರ್ಭದಲ್ಲಿ ಬಿಜೆಪಿ ಮುರಿಗೆಪ್ಪ ಶೆಟ್ಟರ್, ಪುರಸಭೆ ಸದಸ್ಯರಾದ ಕಲಾವತಿ ಬಡಿಗೇರ, ಕವಿತಾ ಸೊಪ್ಪಿನಮಠ, ಸರೋಜಾ ಉಳ್ಳಾಗಡ್ಡಿ, ಗಾಯತ್ರಾ ರಾಯ್ಕರ, ಫಕೀರಪ್ಪ ಛಲವಾದಿ, ವಿನಯ್ ಹಿರೇಮಠ, ಮಹೇಶ ಉಜ್ಜನಿಕೊಪ್ಪ, ಮಂಜಣ್ಣ ಬಾಕ್ರ್ಯಾ, ಮಾಲತೇಶ ಉಜನಿ, ಬಸವರಾಜ ಹಂಜಿ, ರಮೇಶ ಮೋಟೆಬೆನ್ನೂರ, ಚಂದ್ರಣ್ಣ ಶೆಟ್ಟರ, ಈರಣ್ಣ ಬಣಕಾರ, ಪ್ರಕಾಶ ದೊಡ್ಡಮನಿ, ಸಂದೀಪ ಪಾಟೀಲ, ಮಾಲತೇಶ ಅರಳಿಮಟ್ಟಿ, ಸುರೇಶ ಉದ್ಯೋಗಣ್ಣನವರ, ನಾಗರಾಜ ಬಳ್ಳಾರಿ, ಶಿವಯೋಗಿ ಶಿರೂರ, ಮಂಜಪ್ಪ ಬಾರ್ಕಿ, ಗಂಗಣ್ಣ ಎಲಿ, ವೀರೇಂದ್ರ ಶೆಟ್ಟರ, ವಿಜಯ ಮಾಳಗಿ ಹಾಗೂ ಇತರರು ಉಪಸ್ಥಿತರಿದ್ದರು. [306,209,576,262]
story4-para: ಅಧಿಕಾರಿಗಳ ಮಲತಾಯಿ ಧೋರಣೆ: ಕಳೆದೊಂದು ದಶಕದಿಂದ ಗ್ರಾಮಕ್ಕೆ ಬಸ್ ಬಿಡದೇ ಸಾರಿಗೆ ಘಟಕದ ಅಧಿಕಾರಿಗಳು ಮಲತಾಯಿ ಧೋರಣೆ ಅನುಸರಿಸುತ್ತಿದ್ದಾರೆ. ಇಲ್ಲಿರುವ ಬಡವರು ಅವರ ಗಮನಕ್ಕೆ ಬರುತ್ತಿಲ್ಲ ಹೀಗಾಗಿ ಗ್ರಾಮದ ಬಹುತೇಕ ಜನರು ಹೆಚ್ಚು ಹಣ ನೀಡಿ ಖಾಸಗಿ ವಾಹನಗಳ ಮೂಲಕ ಪಟ್ಟಣಕ್ಕೆ ತೆರಳುತ್ತಿದ್ದಾರೆ. ಕೂಡಲೇ ಬಸ್ ಸೌಲಭ್ಯ ಕಲ್ಪಿಸಬೇಕು ಎಂದು ಆಗ್ರಹಿಸಿದರು. [690,1113,930,1155]
